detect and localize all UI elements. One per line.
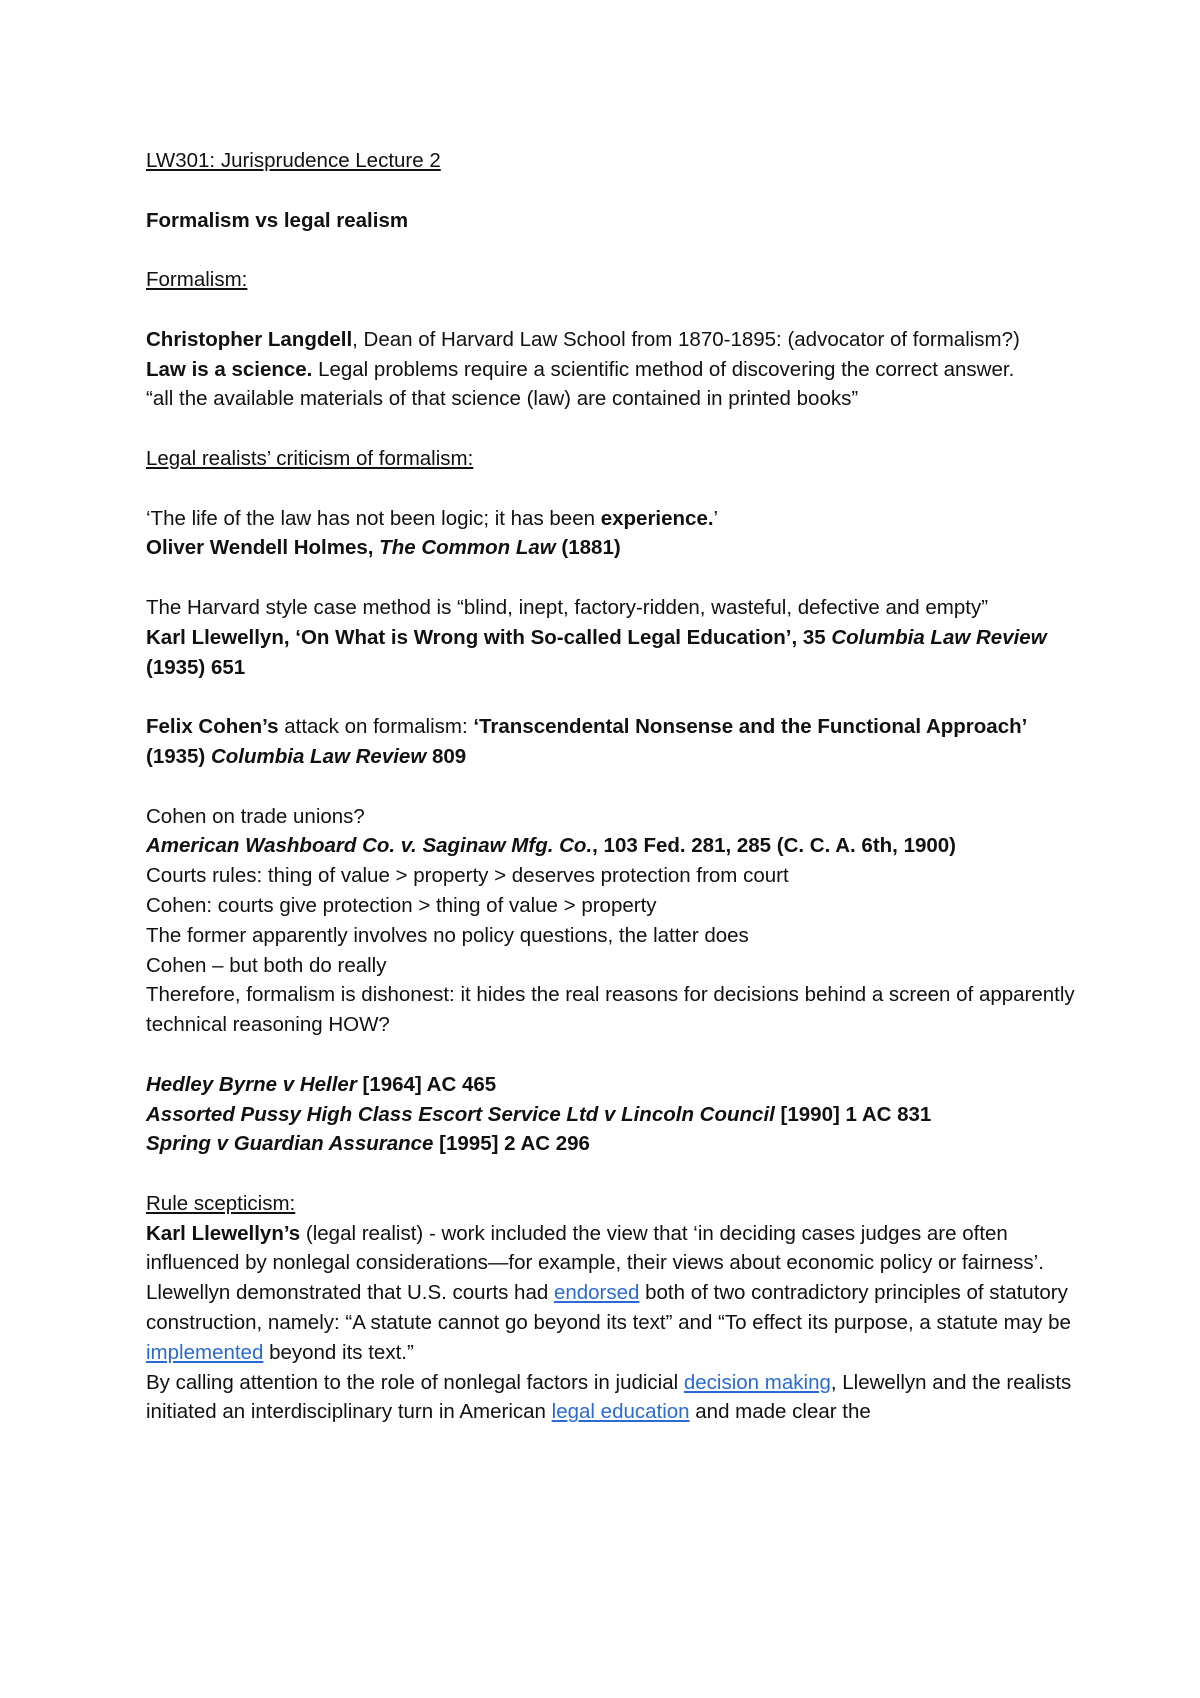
cohen-paragraph xyxy=(146,712,1086,772)
langdell-paragraph xyxy=(146,325,1086,355)
cohen-line-1: Courts rules: thing of value > property > deserves protection from court xyxy=(146,864,789,888)
demonstrated-text-c: beyond its text.” xyxy=(263,1340,414,1364)
llewellyn-cite-b: (1935) 651 xyxy=(146,655,246,679)
spacer xyxy=(146,772,1086,802)
cohen-name: Felix Cohen’s xyxy=(146,715,279,739)
science-rest: Legal problems require a scientific method of discovering the correct answer. xyxy=(312,357,1015,381)
cohen-page: 809 xyxy=(426,744,467,768)
legal-education-link[interactable]: legal education xyxy=(551,1400,690,1424)
spacer xyxy=(146,414,1086,444)
formalism-heading: Formalism: xyxy=(146,268,248,292)
nonlegal-text-c: and made clear the xyxy=(689,1400,871,1424)
criticism-heading: Legal realists’ criticism of formalism: xyxy=(146,446,474,470)
cohen-attack: attack on formalism: xyxy=(278,715,474,739)
nonlegal-text-b: , Llewellyn and the realists initiated an interdisciplinary turn in American xyxy=(146,1370,1072,1424)
washboard-case-name: American Washboard Co. v. Saginaw Mfg. Co. xyxy=(146,834,593,858)
harvard-quote: The Harvard style case method is “blind, inept, factory-ridden, wasteful, defective and empty” xyxy=(146,595,989,619)
spacer xyxy=(146,474,1086,504)
spacer xyxy=(146,176,1086,206)
nonlegal-factors-paragraph xyxy=(146,1368,1086,1428)
llewellyn-cite-a: Karl Llewellyn, ‘On What is Wrong with So-called Legal Education’, 35 xyxy=(146,625,832,649)
implemented-link[interactable]: implemented xyxy=(146,1340,264,1364)
document-subtitle: Formalism vs legal realism xyxy=(146,208,409,232)
science-paragraph xyxy=(146,355,1086,385)
llewellyn-view-text: (legal realist) - work included the view that ‘in deciding cases judges are often influenced by nonlegal considerations—for example, their views about economic policy or fairness’. xyxy=(146,1221,1044,1275)
holmes-citation xyxy=(146,533,1086,563)
llewellyn-journal: Columbia Law Review xyxy=(831,625,1047,649)
spacer xyxy=(146,563,1086,593)
washboard-case-cite: , 103 Fed. 281, 285 (C. C. A. 6th, 1900) xyxy=(592,834,957,858)
spacer xyxy=(146,295,1086,325)
langdell-desc: , Dean of Harvard Law School from 1870-1895: (advocator of formalism?) xyxy=(352,327,1020,351)
cohen-unions-heading: Cohen on trade unions? xyxy=(146,804,365,828)
spacer xyxy=(146,1040,1086,1070)
holmes-quote xyxy=(146,504,1086,534)
document-page xyxy=(146,146,1086,1427)
cohen-line-4: Cohen – but both do really xyxy=(146,953,387,977)
holmes-author: Oliver Wendell Holmes, xyxy=(146,536,380,560)
llewellyn-demonstrated-paragraph xyxy=(146,1278,1086,1367)
cohen-journal: Columbia Law Review xyxy=(210,744,427,768)
holmes-quote-bold: experience. xyxy=(600,506,714,530)
cohen-title: ‘Transcendental Nonsense and the Functional Approach’ (1935) xyxy=(146,715,1027,768)
llewellyn-name: Karl Llewellyn’s xyxy=(146,1221,301,1245)
rule-scepticism-heading: Rule scepticism: xyxy=(146,1191,296,1215)
case-citation xyxy=(146,1100,1086,1130)
demonstrated-text-b: both of two contradictory principles of statutory construction, namely: “A statute cannot go beyond its text” and “To effect its purpose, a statute may be xyxy=(146,1281,1071,1335)
llewellyn-citation xyxy=(146,623,1086,683)
spacer xyxy=(146,682,1086,712)
nonlegal-text-a: By calling attention to the role of nonlegal factors in judicial xyxy=(146,1370,684,1394)
langdell-quote: “all the available materials of that science (law) are contained in printed books” xyxy=(146,387,859,411)
holmes-quote-a: ‘The life of the law has not been logic; it has been xyxy=(146,506,601,530)
document-title: LW301: Jurisprudence Lecture 2 xyxy=(146,149,441,172)
holmes-quote-b: ’ xyxy=(713,506,719,530)
langdell-name: Christopher Langdell xyxy=(146,327,353,351)
holmes-book: The Common Law xyxy=(379,536,556,560)
demonstrated-text-a: Llewellyn demonstrated that U.S. courts had xyxy=(146,1281,554,1305)
endorsed-link[interactable]: endorsed xyxy=(553,1281,640,1305)
case-name: Hedley Byrne v Heller xyxy=(146,1072,357,1096)
washboard-citation xyxy=(146,831,1086,861)
case-cite: [1990] 1 AC 831 xyxy=(774,1102,932,1126)
case-citation xyxy=(146,1129,1086,1159)
cohen-line-3: The former apparently involves no policy questions, the latter does xyxy=(146,923,749,947)
case-name: Spring v Guardian Assurance xyxy=(146,1132,434,1156)
llewellyn-view-paragraph xyxy=(146,1219,1086,1279)
case-cite: [1964] AC 465 xyxy=(356,1072,497,1096)
case-name: Assorted Pussy High Class Escort Service Ltd v Lincoln Council xyxy=(146,1102,775,1126)
science-bold: Law is a science. xyxy=(146,357,313,381)
spacer xyxy=(146,1159,1086,1189)
spacer xyxy=(146,235,1086,265)
holmes-year: (1881) xyxy=(555,536,621,560)
case-cite: [1995] 2 AC 296 xyxy=(433,1132,590,1156)
case-citation xyxy=(146,1070,1086,1100)
cohen-line-5: Therefore, formalism is dishonest: it hides the real reasons for decisions behind a screen of apparently technical reasoning HOW? xyxy=(146,983,1075,1037)
decision-making-link[interactable]: decision making xyxy=(683,1370,831,1394)
cohen-line-2: Cohen: courts give protection > thing of value > property xyxy=(146,893,657,917)
